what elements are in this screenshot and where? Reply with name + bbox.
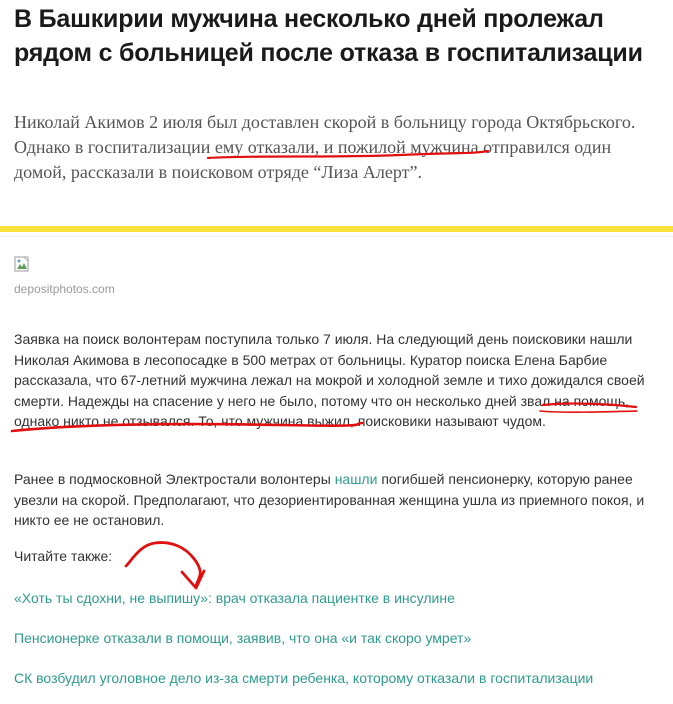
related-article-link[interactable]: СК возбудил уголовное дело из-за смерти ребенка, которому отказали в госпитализации [14,670,594,686]
article-lead: Николай Акимов 2 июля был доставлен скорой в больницу города Октябрьского. Однако в госпитализации ему отказали, и пожилой мужчина отправился один домой, рассказали в поисковом отряде “Лиза Алерт”. [14,112,636,182]
read-also-label: Читайте также: [14,548,113,564]
arrow-curve [126,543,200,586]
arrow-head [182,571,204,588]
dotted-divider [0,236,673,237]
related-article-link[interactable]: «Хоть ты сдохни, не выпишу»: врач отказала пациентке в инсулине [14,590,455,606]
broken-image-icon [14,256,30,272]
paragraph-text: погибшей пенсионерку, которую ранее увезли на скорой. Предполагают, что дезориентированная женщина ушла из приемного покоя, и никто ее не остановил. [14,471,645,528]
photo-credit: depositphotos.com [14,282,115,296]
article-paragraph [14,469,664,531]
paragraph-text: Ранее в подмосковной Электростали волонтеры [14,471,335,487]
article-title: В Башкирии мужчина несколько дней пролежал рядом с больницей после отказа в госпитализации [14,5,643,67]
yellow-divider [0,226,673,232]
article-paragraph: Заявка на поиск волонтерам поступила только 7 июля. На следующий день поисковики нашли Николая Акимова в лесопосадке в 500 метрах от больницы. Куратор поиска Елена Барбие рассказала, что 67-летний мужчина лежал на мокрой и холодной земле и тихо дожидался своей смерти. Надежды на спасение у него не было, потому что он несколько дней звал на помощь, однако никто не отзывался. То, что мужчина выжил, поисковики называют чудом. [14,331,645,429]
related-article-link[interactable]: Пенсионерке отказали в помощи, заявив, что она «и так скоро умрет» [14,630,472,646]
inline-link-found[interactable]: нашли [334,471,378,487]
